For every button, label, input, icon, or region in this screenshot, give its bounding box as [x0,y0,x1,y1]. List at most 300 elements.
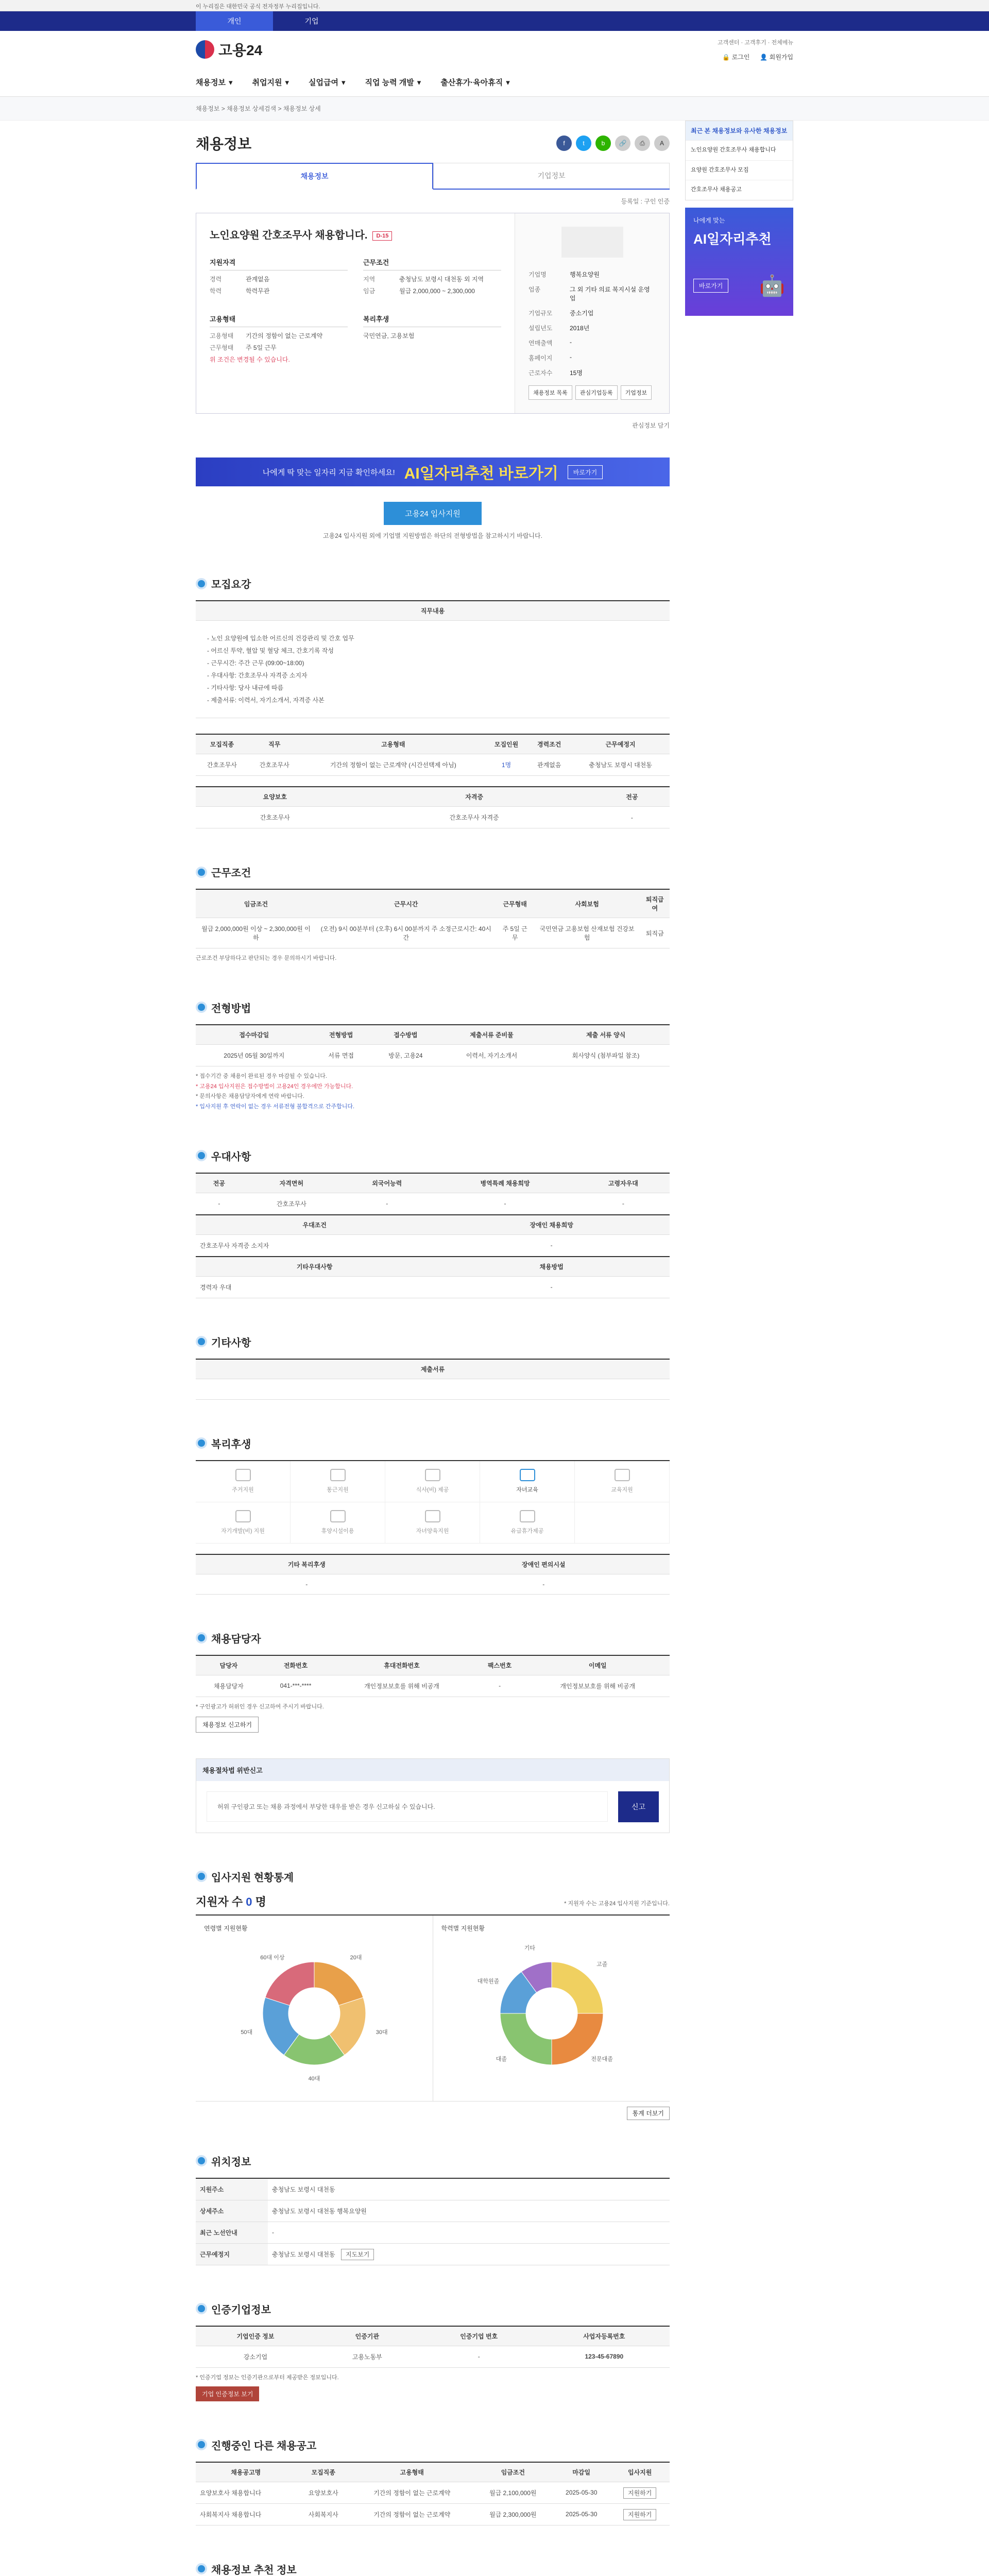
section-title-text: 복리후생 [211,1438,251,1450]
company-row [528,368,656,377]
duty-table [196,600,670,718]
ai-banner[interactable] [196,457,670,486]
section-title [196,1631,670,1646]
share-buttons [556,135,670,151]
login-label: 로그인 [731,53,750,61]
link-icon[interactable]: 🔗 [615,135,630,151]
reg-no: 등록일 : 구인 인증 [621,198,670,205]
welfare-grid [196,1460,670,1544]
tab-personal[interactable]: 개인 [196,11,273,31]
col-head: 이메일 [526,1655,670,1675]
ai-recommend-box[interactable] [685,208,793,316]
contact-table [196,1655,670,1697]
col-head: 인증기관 [315,2326,419,2346]
welfare-item [480,1502,575,1544]
cell: 월급 2,000,000원 이상 ~ 2,300,000원 이하 [196,918,316,948]
welfare-item [575,1461,670,1502]
col-head: 자격증 [354,787,594,807]
col-head: 전공 [594,787,670,807]
apply-button[interactable]: 고용24 입사지원 [384,502,482,525]
col-head: 팩스번호 [474,1655,526,1675]
company-value: 그 외 기타 의료 복지시설 운영업 [569,286,650,302]
welfare-label: 자녀양육지원 [416,1528,449,1535]
gnb-item-unemployment[interactable]: 실업급여 ▾ [309,77,346,88]
duty-line: - 기타사항: 당사 내규에 따름 [207,684,284,691]
welfare-head: 복리후생 [363,314,501,327]
qual-value: 관계없음 [246,276,270,283]
signup-label: 회원가입 [769,53,793,61]
cell: 회사양식 (첨부파일 참조) [542,1044,670,1066]
ai-go-button[interactable]: 바로가기 [693,279,728,293]
welfare-label: 통근지원 [327,1487,349,1494]
login-button[interactable]: 🔒 로그인 [722,53,750,61]
fav-company-button[interactable]: 관심기업등록 [575,385,618,400]
map-button[interactable]: 지도보기 [341,2249,374,2260]
count-unit: 명 [255,1895,266,1908]
apply-note: 고용24 입사지원 외에 기업별 지원방법은 하단의 전형방법을 참고하시기 바랍니다. [323,532,542,539]
col-head: 모집인원 [486,734,527,754]
chart-title: 연령별 지원현황 [204,1924,248,1932]
cond-value: 월급 2,000,000 ~ 2,300,000 [399,287,475,295]
top-tab-bar [0,11,989,31]
section-title-text: 전형방법 [211,1003,251,1014]
contact-note: * 구인광고가 허위인 경우 신고하여 주시기 바랍니다. [196,1703,324,1710]
section-dot-icon [196,2439,207,2450]
company-buttons [528,385,656,400]
gnb-item-support[interactable]: 취업지원 ▾ [252,77,289,88]
cell: 2025-05-30 [553,2482,610,2503]
form-welfare [210,314,501,367]
note-line: * 입사지원 후 연락이 없는 경우 서류전형 불합격으로 간주합니다. [196,1104,355,1110]
col-head: 근무형태 [496,889,534,918]
welfare-label: 식사(비) 제공 [416,1487,449,1494]
col-head: 전공 [196,1173,243,1193]
cert-table [196,2326,670,2368]
section-dot-icon [196,867,207,878]
form-value: 기간의 정함이 없는 근로계약 [246,332,323,340]
cell: 월급 2,100,000원 [473,2482,553,2503]
cell [268,2243,670,2265]
cell: 개인정보보호를 위해 비공개 [526,1675,670,1697]
site-logo[interactable] [196,39,262,60]
taeguk-icon [196,40,214,59]
welfare-label: 자녀교육 [516,1487,538,1494]
job-link[interactable]: 사회복지사 채용합니다 [196,2503,296,2525]
section-title-text: 입사지원 현황통계 [211,1872,294,1884]
col-head: 장애인 편의시설 [418,1554,670,1574]
work-note: 근로조건 부당하다고 판단되는 경우 문의하시기 바랍니다. [196,955,337,961]
pref-table [196,1173,670,1298]
cell: 간호조무사 자격증 소지자 [196,1234,433,1257]
baby-icon [425,1510,440,1522]
pencil-icon [235,1510,251,1522]
duty-line: - 제출서류: 이력서, 자기소개서, 자격증 사본 [207,697,325,704]
qual-row [210,275,348,283]
tab-company-info[interactable]: 기업정보 [433,163,670,189]
cell: 간호조무사 [248,754,301,776]
cell: - [418,1574,670,1594]
slice-label: 40대 [308,2075,320,2082]
etc-table [196,1359,670,1400]
cell: 간호조무사 자격증 [354,807,594,828]
welfare-item [196,1461,291,1502]
cell-key: 지원주소 [196,2178,268,2200]
col-head: 요양보호 [196,787,354,807]
breadcrumb: 채용정보 > 채용정보 상세검색 > 채용정보 상세 [0,97,989,121]
pie-slice [265,1962,314,2006]
section-title-text: 채용담당자 [211,1633,261,1645]
col-head: 기타우대사항 [196,1257,433,1277]
section-dot-icon [196,1150,207,1161]
duty-line: - 우대사항: 간호조무사 자격증 소지자 [207,672,308,679]
sidebar-item[interactable]: 요양원 간호조무사 모집 [686,160,793,180]
bookmark-link[interactable]: 관심정보 담기 [632,422,670,429]
cell-text: 충청남도 보령시 대천동 [272,2250,335,2258]
col-head: 접수방법 [370,1025,441,1045]
job-title [210,227,501,242]
chart-title: 학력별 지원현황 [441,1924,485,1932]
table-row [196,1044,670,1066]
col-head: 자격면허 [243,1173,341,1193]
section-title [196,1869,670,1884]
edu-chart [433,1916,670,2101]
apply-small-button[interactable]: 지원하기 [623,2487,656,2499]
print-icon[interactable]: ⎙ [635,135,650,151]
content-wrap [196,121,793,2576]
process-table [196,1024,670,1066]
welfare-label: 교육지원 [611,1487,633,1494]
table-row [196,918,670,948]
slice-label: 고졸 [596,1961,607,1968]
util-link-allmenu[interactable]: 전체메뉴 [771,39,793,46]
site-name: 고용24 [218,42,263,58]
welfare-label: 유급휴가제공 [510,1528,544,1535]
cell: 주 5일 근무 [496,918,534,948]
facebook-icon[interactable]: f [556,135,572,151]
signup-button[interactable]: 👤 회원가입 [760,53,793,61]
cond-col [363,257,501,298]
company-value: - [570,353,572,361]
recruit-table-2 [196,786,670,828]
sidebar [685,121,793,316]
other-jobs-table [196,2462,670,2526]
col-head: 우대조건 [196,1215,433,1235]
table-row [196,1574,670,1594]
table-row [196,1193,670,1215]
welfare-item [385,1461,480,1502]
section-location [196,2154,670,2265]
meal-icon [425,1469,440,1481]
gnb-label: 채용정보 [196,78,226,87]
qual-key: 학력 [210,287,222,295]
site-header [0,31,989,68]
stats-more-button[interactable]: 통계 더보기 [627,2107,670,2120]
font-size-icon[interactable]: A [654,135,670,151]
col-head: 모집직종 [196,734,248,754]
util-link-review[interactable]: 고객후기 [744,39,766,46]
cell: 간호조무사 [196,807,354,828]
cond-value: 충청남도 보령시 대천동 외 지역 [399,276,484,283]
house-icon [235,1469,251,1481]
cell: - [196,1193,243,1215]
duty-line: - 어르신 투약, 혈압 및 혈당 체크, 간호기록 작성 [207,647,334,654]
gov-bar: 이 누리집은 대한민국 공식 전자정부 누리집입니다. [0,0,989,11]
form-row [210,331,348,340]
col-head: 제출서류 [196,1359,670,1379]
cell: 채용담당자 [196,1675,262,1697]
col-head: 고용형태 [301,734,486,754]
col-head: 임금조건 [196,889,316,918]
location-table [196,2178,670,2265]
tab-job-info[interactable]: 채용정보 [196,163,433,190]
col-head: 사업자등록번호 [539,2326,670,2346]
cell: 충청남도 보령시 대천동 [571,754,670,776]
section-etc [196,1334,670,1400]
slice-label: 대학원졸 [477,1978,499,1985]
cell: 기간의 정함이 없는 근로계약 [351,2503,473,2525]
job-list-button[interactable]: 채용정보 목록 [528,385,572,400]
cell: - [433,1193,576,1215]
section-cert [196,2301,670,2401]
col-head: 기업인증 정보 [196,2326,315,2346]
section-pref [196,1148,670,1298]
cell: 이력서, 자기소개서 [441,1044,542,1066]
qual-col [210,257,348,298]
cell: 간호조무사 [243,1193,341,1215]
cell: 월급 2,300,000원 [473,2503,553,2525]
gnb-item-jobs[interactable]: 채용정보 ▾ [196,77,233,88]
table-row [196,2346,670,2367]
col-head: 채용공고명 [196,2462,296,2482]
gnb-item-leave[interactable]: 출산휴가·육아휴직 ▾ [440,77,509,88]
section-title [196,1148,670,1163]
company-info-button[interactable]: 기업정보 [621,385,652,400]
form-key: 근무형태 [210,344,234,351]
col-head: 모집직종 [296,2462,351,2482]
welfare-item-empty [575,1502,670,1544]
cell: - [433,1276,670,1298]
form-head: 고용형태 [210,314,348,327]
detail-tabs [196,163,670,190]
section-dot-icon [196,2303,207,2314]
section-dot-icon [196,1002,207,1013]
company-key: 홈페이지 [528,354,553,362]
job-link[interactable]: 요양보호사 채용합니다 [196,2482,296,2503]
cell: 퇴직금 [640,918,670,948]
company-value: 행복요양원 [570,271,600,278]
util-link-cs[interactable]: 고객센터 [717,39,740,46]
welfare-item [385,1502,480,1544]
company-row [528,270,656,279]
company-key: 근로자수 [528,369,553,377]
cell: - [419,2346,539,2367]
company-row [528,353,656,362]
company-key: 기업규모 [528,310,553,317]
section-title [196,2437,670,2452]
col-head: 제출서류 준비물 [441,1025,542,1045]
note-line: * 문의사항은 채용담당자에게 연락 바랍니다. [196,1093,304,1100]
cell: 강소기업 [196,2346,315,2367]
banner-go-button[interactable]: 바로가기 [568,465,603,479]
cell-key: 상세주소 [196,2200,268,2222]
stats-charts [196,1914,670,2102]
cell: 2025년 05월 30일까지 [196,1044,313,1066]
col-head: 장애인 채용희망 [433,1215,670,1235]
table-row [196,2243,670,2265]
welfare-label: 휴양시설이용 [321,1528,354,1535]
form-key: 고용형태 [210,332,234,340]
global-nav [0,68,989,97]
company-value: 15명 [570,369,583,377]
company-value: 중소기업 [570,310,594,317]
section-title-text: 인증기업정보 [211,2304,271,2316]
cell: 서류 면접 [313,1044,370,1066]
section-dot-icon [196,578,207,589]
col-head: 전형방법 [313,1025,370,1045]
welfare-item [196,1502,291,1544]
slice-label: 60대 이상 [260,1954,285,1961]
banner-big: AI일자리추천 바로가기 [404,465,558,482]
apply-small-button[interactable]: 지원하기 [623,2509,656,2520]
cell: 경력자 우대 [196,1276,433,1298]
cert-note: * 인증기업 정보는 인증기관으로부터 제공받은 정보입니다. [196,2374,339,2381]
table-row [196,1234,670,1257]
col-head: 병역특례 채용희망 [433,1173,576,1193]
pie-slice [552,1962,603,2013]
cell: 국민연금 고용보험 산재보험 건강보험 [534,918,640,948]
table-row [196,2222,670,2243]
welfare-item [480,1461,575,1502]
table-row [196,2482,670,2503]
child-icon [520,1469,535,1481]
company-row [528,285,656,302]
section-recruit [196,576,670,828]
condition-note: 위 조건은 변경될 수 있습니다. [210,356,290,363]
duty-head: 직무내용 [196,601,670,621]
cond-head: 근무조건 [363,257,501,270]
gnb-label: 직업 능력 개발 [365,78,414,87]
welfare-item [291,1502,385,1544]
report-title: 채용절차법 위반신고 [196,1759,669,1781]
note-line: * 접수기간 중 채용이 완료된 경우 마감될 수 있습니다. [196,1073,327,1079]
report-body [196,1781,669,1833]
stats-header [196,1893,670,1909]
sidebar-head: 최근 본 채용정보와 유사한 채용정보 [686,121,793,140]
section-title [196,865,670,879]
blog-icon[interactable]: b [595,135,611,151]
age-chart [196,1916,433,2101]
table-row [196,807,670,828]
col-head: 기타 복리후생 [196,1554,418,1574]
section-title [196,576,670,591]
cert-info-button[interactable]: 기업 인증정보 보기 [196,2386,259,2401]
pie-slice [314,1962,363,2006]
tab-company[interactable]: 기업 [304,17,319,25]
section-title [196,1436,670,1451]
company-logo [561,227,623,258]
deadline-badge: D-15 [372,231,392,241]
cell: 기간의 정함이 없는 근로계약 (시간선택제 아님) [301,754,486,776]
col-head: 외국어능력 [340,1173,433,1193]
col-head: 채용방법 [433,1257,670,1277]
form-value: 주 5일 근무 [246,344,277,351]
cell [196,1379,670,1399]
sidebar-item[interactable]: 간호조무사 채용공고 [686,180,793,200]
gnb-item-training[interactable]: 직업 능력 개발 ▾ [365,77,421,88]
cell: (오전) 9시 00분부터 (오후) 6시 00분까지 주 소정근로시간: 40시간 [316,918,496,948]
util-menu: 고객센터 · 고객후기 · 전체메뉴 🔒 로그인 👤 회원가입 [717,39,793,61]
report-button[interactable]: 신고 [618,1791,659,1822]
cond-key: 임금 [363,287,376,295]
slice-label: 대졸 [496,2056,507,2062]
welfare-value: 국민연금, 고용보험 [363,332,415,340]
section-dot-icon [196,1871,207,1882]
gnb-label: 출산휴가·육아휴직 [440,78,503,87]
section-dot-icon [196,1437,207,1449]
table-row [196,2200,670,2222]
cell: 1명 [486,754,527,776]
sidebar-item[interactable]: 노인요양원 간호조무사 채용합니다 [686,140,793,160]
work-table [196,889,670,948]
col-head: 마감일 [553,2462,610,2482]
page-title-bar [196,121,670,163]
cell: 방문, 고용24 [370,1044,441,1066]
col-head: 전화번호 [262,1655,330,1675]
form-col [210,314,348,367]
section-title [196,2301,670,2316]
job-title-text: 노인요양원 간호조무사 채용합니다. [210,230,368,241]
company-key: 업종 [528,286,541,293]
cond-key: 지역 [363,276,376,283]
section-title-text: 채용정보 추천 정보 [211,2564,297,2576]
welfare-item [291,1461,385,1502]
cell: 충청남도 보령시 대천동 [268,2178,670,2200]
col-head: 퇴직급여 [640,889,670,918]
company-key: 기업명 [528,271,547,278]
form-row [210,343,348,352]
cell: - [196,1574,418,1594]
ai-pre: 나에게 맞는 [693,216,725,224]
company-value: - [570,338,572,346]
cell: 충청남도 보령시 대천동 행복요양원 [268,2200,670,2222]
recruit-table [196,734,670,776]
section-title-text: 근무조건 [211,868,251,879]
cell: - [433,1234,670,1257]
report-text: 허위 구인광고 또는 채용 과정에서 부당한 대우를 받은 경우 신고하실 수 있습니다. [207,1791,608,1822]
cell: - [340,1193,433,1215]
section-title-text: 진행중인 다른 채용공고 [211,2440,317,2452]
section-work [196,865,670,964]
cell: 123-45-67890 [539,2346,670,2367]
col-head: 접수마감일 [196,1025,313,1045]
col-head: 임금조건 [473,2462,553,2482]
company-key: 연매출액 [528,340,553,347]
gnb-label: 실업급여 [309,78,338,87]
col-head: 고용형태 [351,2462,473,2482]
report-job-button[interactable]: 채용정보 신고하기 [196,1717,259,1733]
section-dot-icon [196,1336,207,1347]
company-row [528,309,656,317]
section-dot-icon [196,2155,207,2166]
section-title-text: 위치정보 [211,2156,251,2168]
company-row [528,338,656,347]
twitter-icon[interactable]: t [576,135,591,151]
table-row [196,1276,670,1298]
duty-line: - 근무시간: 주간 근무 (09:00~18:00) [207,659,304,667]
col-head: 입사지원 [610,2462,670,2482]
section-title [196,1000,670,1015]
col-head: 인증기업 번호 [419,2326,539,2346]
